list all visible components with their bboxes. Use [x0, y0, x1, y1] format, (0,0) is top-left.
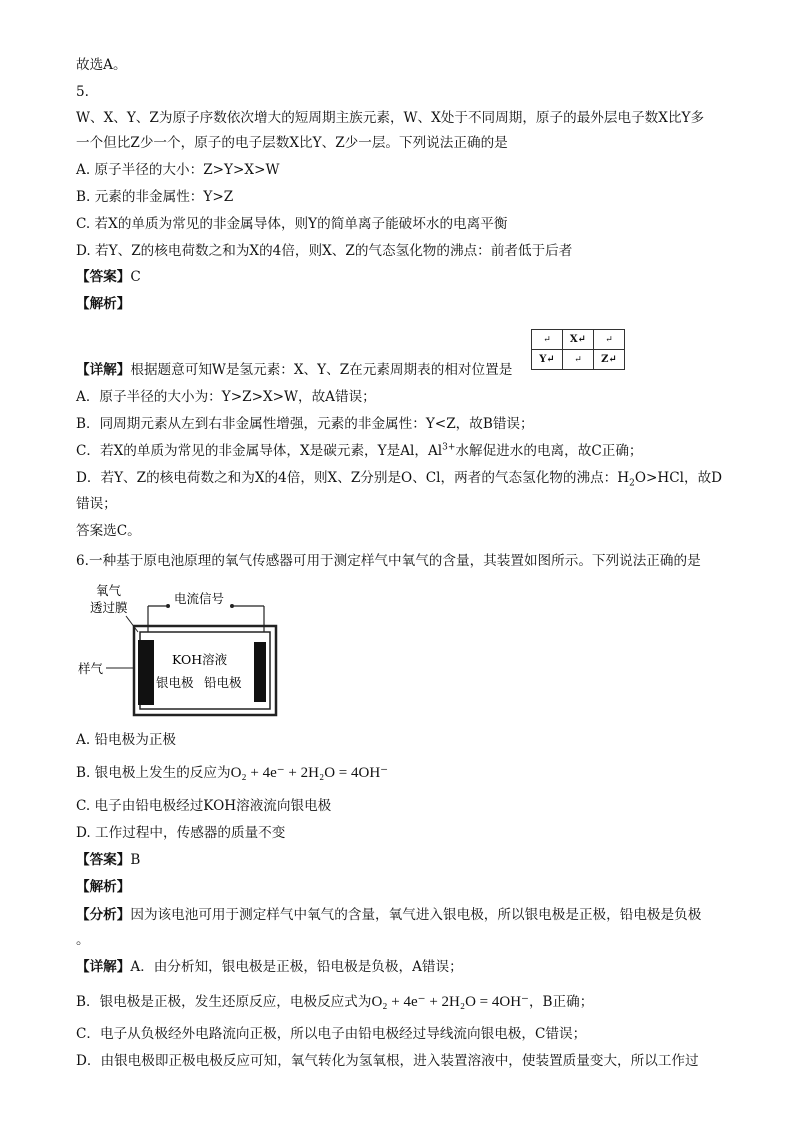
membrane-label-1: 氧气: [96, 583, 122, 598]
q5-explain-d1: [76, 469, 722, 487]
q6-explain-a: A．由分析知，银电极是正极，铅电极是负极，A错误；: [130, 959, 463, 975]
lead-electrode: [254, 642, 266, 702]
container-inner: [140, 632, 270, 709]
q6-fenxi-line: [76, 906, 701, 924]
q5-explain-d2: 错误；: [76, 496, 117, 512]
q5-explain-c-pre: C．若X的单质为常见的非金属导体，X是碳元素，Y是Al，Al: [76, 443, 443, 459]
oxygen-sensor-diagram: [76, 580, 306, 720]
silver-label: 银电极: [156, 675, 194, 690]
table-cell-y: Y↵: [532, 350, 563, 370]
q5-detail-text: 根据题意可知W是氢元素：X、Y、Z在元素周期表的相对位置是: [130, 362, 513, 378]
q5-answer-tag: 【答案】: [76, 269, 131, 285]
solution-label: KOH溶液: [172, 652, 228, 667]
table-cell-x: X↵: [563, 330, 594, 350]
q6-option-b: [76, 764, 388, 782]
table-cell: ↵: [563, 350, 594, 370]
q5-explain-d1-post: O>HCl，故D: [634, 470, 723, 486]
q5-explain-b: B．同周期元素从左到右非金属性增强，元素的非金属性：Y<Z，故B错误；: [76, 416, 534, 432]
signal-label: 电流信号: [174, 591, 225, 606]
q5-explain-c: [76, 442, 643, 460]
terminal-right: [230, 604, 234, 608]
q5-detail-tag: 【详解】: [76, 362, 131, 378]
q6-explain-d: D．由银电极即正极电极反应可知，氧气转化为氢氧根，进入装置溶液中，使装置质量变大，所以工作过: [76, 1053, 699, 1069]
electrode-formula: O₂ + 4e⁻ + 2H₂O = 4OH⁻: [230, 765, 389, 781]
q6-fenxi-tag: 【分析】: [76, 907, 131, 923]
q5-analysis-tag: [76, 295, 130, 313]
q6-detail-tag: 【详解】: [76, 959, 131, 975]
q5-option-a: A. 原子半径的大小：Z>Y>X>W: [76, 162, 280, 178]
al-charge: 3+: [442, 442, 456, 453]
h2o-subscript: 2: [629, 478, 635, 489]
membrane-pointer: [126, 616, 138, 632]
periodic-position-table: [531, 329, 625, 370]
q6-explain-b: [76, 993, 593, 1011]
q6-analysis-label: 【解析】: [76, 879, 131, 895]
sample-gas-label: 样气: [78, 661, 104, 676]
q5-analysis-label: 【解析】: [76, 296, 131, 312]
table-cell: ↵: [532, 330, 563, 350]
electrode-formula-2: O₂ + 4e⁻ + 2H₂O = 4OH⁻: [371, 994, 529, 1010]
silver-electrode: [138, 640, 154, 705]
q5-number: 5.: [76, 84, 89, 100]
q6-explain-b-post: ，B正确；: [528, 994, 594, 1010]
table-cell-z: Z↵: [594, 350, 625, 370]
q5-option-d: D. 若Y、Z的核电荷数之和为X的4倍，则X、Z的气态氢化物的沸点：前者低于后者: [76, 243, 573, 259]
lead-label: 铅电极: [204, 675, 242, 690]
q6-answer-line: [76, 851, 140, 869]
terminal-left: [166, 604, 170, 608]
q5-option-c: C. 若X的单质为常见的非金属导体，则Y的简单离子能破坏水的电离平衡: [76, 216, 508, 232]
q6-detail-line: [76, 958, 463, 976]
membrane-label-2: 透过膜: [90, 600, 128, 615]
q5-option-b: B. 元素的非金属性：Y>Z: [76, 189, 234, 205]
q5-conclusion: 答案选C。: [76, 523, 141, 539]
q5-explain-a: A．原子半径的大小为：Y>Z>X>W，故A错误；: [76, 389, 376, 405]
q5-stem-line1: W、X、Y、Z为原子序数依次增大的短周期主族元素，W、X处于不同周期，原子的最外层电子数X比Y多: [76, 110, 705, 126]
q6-answer: B: [130, 852, 141, 868]
q6-option-c: C. 电子由铅电极经过KOH溶液流向银电极: [76, 798, 332, 814]
q6-explain-c: C．电子从负极经外电路流向正极，所以电子由铅电极经过导线流向银电极，C错误；: [76, 1026, 587, 1042]
q5-explain-c-post: 水解促进水的电离，故C正确；: [455, 443, 643, 459]
q5-answer-line: [76, 268, 141, 286]
q6-stem: 6.一种基于原电池原理的氧气传感器可用于测定样气中氧气的含量，其装置如图所示。下列说法正确的是: [76, 553, 701, 569]
q6-answer-tag: 【答案】: [76, 852, 131, 868]
q6-option-a: A. 铅电极为正极: [76, 732, 177, 748]
q6-explain-b-pre: B．银电极是正极，发生还原反应，电极反应式为: [76, 994, 372, 1010]
q6-fenxi-end: 。: [76, 932, 90, 948]
q5-stem-line2: 一个但比Z少一个，原子的电子层数X比Y、Z少一层。下列说法正确的是: [76, 135, 508, 151]
q5-answer: C: [130, 269, 141, 285]
q6-fenxi-text: 因为该电池可用于测定样气中氧气的含量，氧气进入银电极，所以银电极是正极，铅电极是负极: [130, 907, 702, 923]
q5-explain-d1-pre: D．若Y、Z的核电荷数之和为X的4倍，则X、Z分别是O、Cl，两者的气态氢化物的沸点：H: [76, 470, 630, 486]
q6-option-d: D. 工作过程中，传感器的质量不变: [76, 825, 286, 841]
q6-analysis-tag: [76, 878, 130, 896]
table-cell: ↵: [594, 330, 625, 350]
q5-detail-line: [76, 361, 512, 379]
prev-conclusion: 故选A。: [76, 57, 127, 73]
q6-option-b-pre: B. 银电极上发生的反应为: [76, 765, 231, 781]
